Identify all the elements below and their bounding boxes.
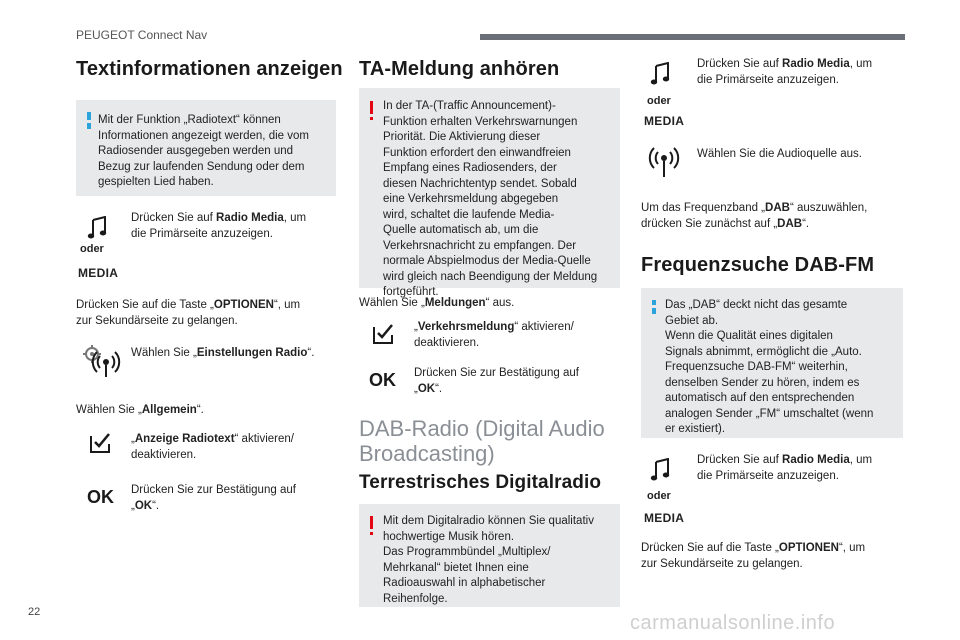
- step-meldungen: Wählen Sie „Meldungen“ aus.: [359, 297, 515, 309]
- heading-terrestrisches: Terrestrisches Digitalradio: [359, 472, 602, 493]
- checkbox-icon: [89, 432, 111, 454]
- music-note-icon-col3: [650, 62, 672, 86]
- step-audioquelle: Wählen Sie die Audioquelle aus.: [697, 148, 862, 160]
- step-optionen-col3: Drücken Sie auf die Taste „OPTIONEN“, um zur Sekundärseite zu gelangen.: [641, 542, 866, 570]
- step-dab-band: Um das Frequenzband „DAB“ auszuwählen, drücken Sie zunächst auf „DAB“.: [641, 202, 868, 230]
- checkbox-icon-ta: [372, 323, 394, 345]
- oder-label-col3-b: oder: [647, 490, 671, 502]
- warning-icon: [370, 101, 373, 114]
- warning-icon-dot: [370, 117, 373, 120]
- step-ok-confirm-ta: Drücken Sie zur Bestätigung auf „OK“.: [414, 367, 579, 395]
- heading-textinformationen: Textinformationen anzeigen: [76, 58, 343, 80]
- header-bar: [480, 34, 905, 40]
- running-header: PEUGEOT Connect Nav: [76, 28, 208, 42]
- warning-text-ta: In der TA-(Traffic Announcement)- Funktion erhalten Verkehrswarnungen Priorität. Die Aktivierung dieser Funktion erfordert den einwandfreien Empfang eines Radiosenders, der diesen Nachrichtentyp sendet. Sobald eine Verkehrsmeldung abgegeben wird, schaltet die laufende Media- Quelle automatisch ab, um die Verkehrsnachricht zu empfangen. Der normale Abspielmodus der Media-Quelle wird gleich nach Beendigung der Meldung fortgeführt.: [383, 100, 598, 298]
- media-button-label-col3-b: MEDIA: [644, 511, 685, 525]
- ok-label: OK: [87, 487, 114, 507]
- info-icon-col3-gap: [652, 305, 656, 308]
- step-radio-media: Drücken Sie auf Radio Media, um die Primärseite anzuzeigen.: [131, 212, 307, 240]
- step-radio-media-col3-b: Drücken Sie auf Radio Media, um die Primärseite anzuzeigen.: [697, 454, 873, 482]
- oder-label: oder: [80, 243, 104, 255]
- info-icon-gap: [87, 120, 91, 123]
- info-text-radiotext: Mit der Funktion „Radiotext“ können Informationen angezeigt werden, die vom Radiosender ausgegeben werden und Bezug zur laufenden Sendung oder dem gespielten Lied haben.: [98, 114, 309, 188]
- info-icon-dot: [87, 112, 91, 115]
- media-button-label-col3: MEDIA: [644, 114, 685, 128]
- info-text-dab-fm: Das „DAB“ deckt nicht das gesamte Gebiet ab. Wenn die Qualität eines digitalen Signals abnimmt, ermöglicht die „Auto. Frequenzsuche DAB-FM“ weiterhin, denselben Sender zu hören, indem es automatisch auf den entsprechenden analogen Sender „FM“ umschaltet (wenn er existiert).: [665, 299, 874, 435]
- warning-text-digitalradio: Mit dem Digitalradio können Sie qualitativ hochwertige Musik hören. Das Programmbündel „Multiplex/ Mehrkanal“ bietet Ihnen eine Radioauswahl in alphabetischer Reihenfolge.: [383, 515, 594, 605]
- music-note-icon-col3-b: [650, 458, 672, 482]
- oder-label-col3: oder: [647, 95, 671, 107]
- warning-icon-2: [370, 516, 373, 529]
- media-button-label: MEDIA: [78, 266, 119, 280]
- step-radio-media-col3: Drücken Sie auf Radio Media, um die Primärseite anzuzeigen.: [697, 58, 873, 86]
- page-number: 22: [28, 606, 41, 618]
- radio-settings-icon: [82, 344, 122, 378]
- step-optionen: Drücken Sie auf die Taste „OPTIONEN“, um zur Sekundärseite zu gelangen.: [76, 299, 301, 327]
- step-anzeige-radiotext: „Anzeige Radiotext“ aktivieren/ deaktivieren.: [131, 433, 294, 461]
- watermark: carmanualsonline.info: [630, 612, 836, 634]
- radio-source-icon: [648, 144, 680, 178]
- step-einstellungen-radio: Wählen Sie „Einstellungen Radio“.: [131, 347, 315, 359]
- warning-icon-2-dot: [370, 532, 373, 535]
- step-ok-confirm: Drücken Sie zur Bestätigung auf „OK“.: [131, 484, 296, 512]
- heading-dab-radio: DAB-Radio (Digital Audio Broadcasting): [359, 416, 605, 466]
- step-allgemein: Wählen Sie „Allgemein“.: [76, 404, 204, 416]
- music-note-icon: [87, 216, 109, 240]
- step-verkehrsmeldung: „Verkehrsmeldung“ aktivieren/ deaktivieren.: [414, 321, 574, 349]
- ok-label-ta: OK: [369, 370, 396, 390]
- heading-ta-meldung: TA-Meldung anhören: [359, 58, 560, 80]
- heading-frequenzsuche: Frequenzsuche DAB-FM: [641, 254, 875, 276]
